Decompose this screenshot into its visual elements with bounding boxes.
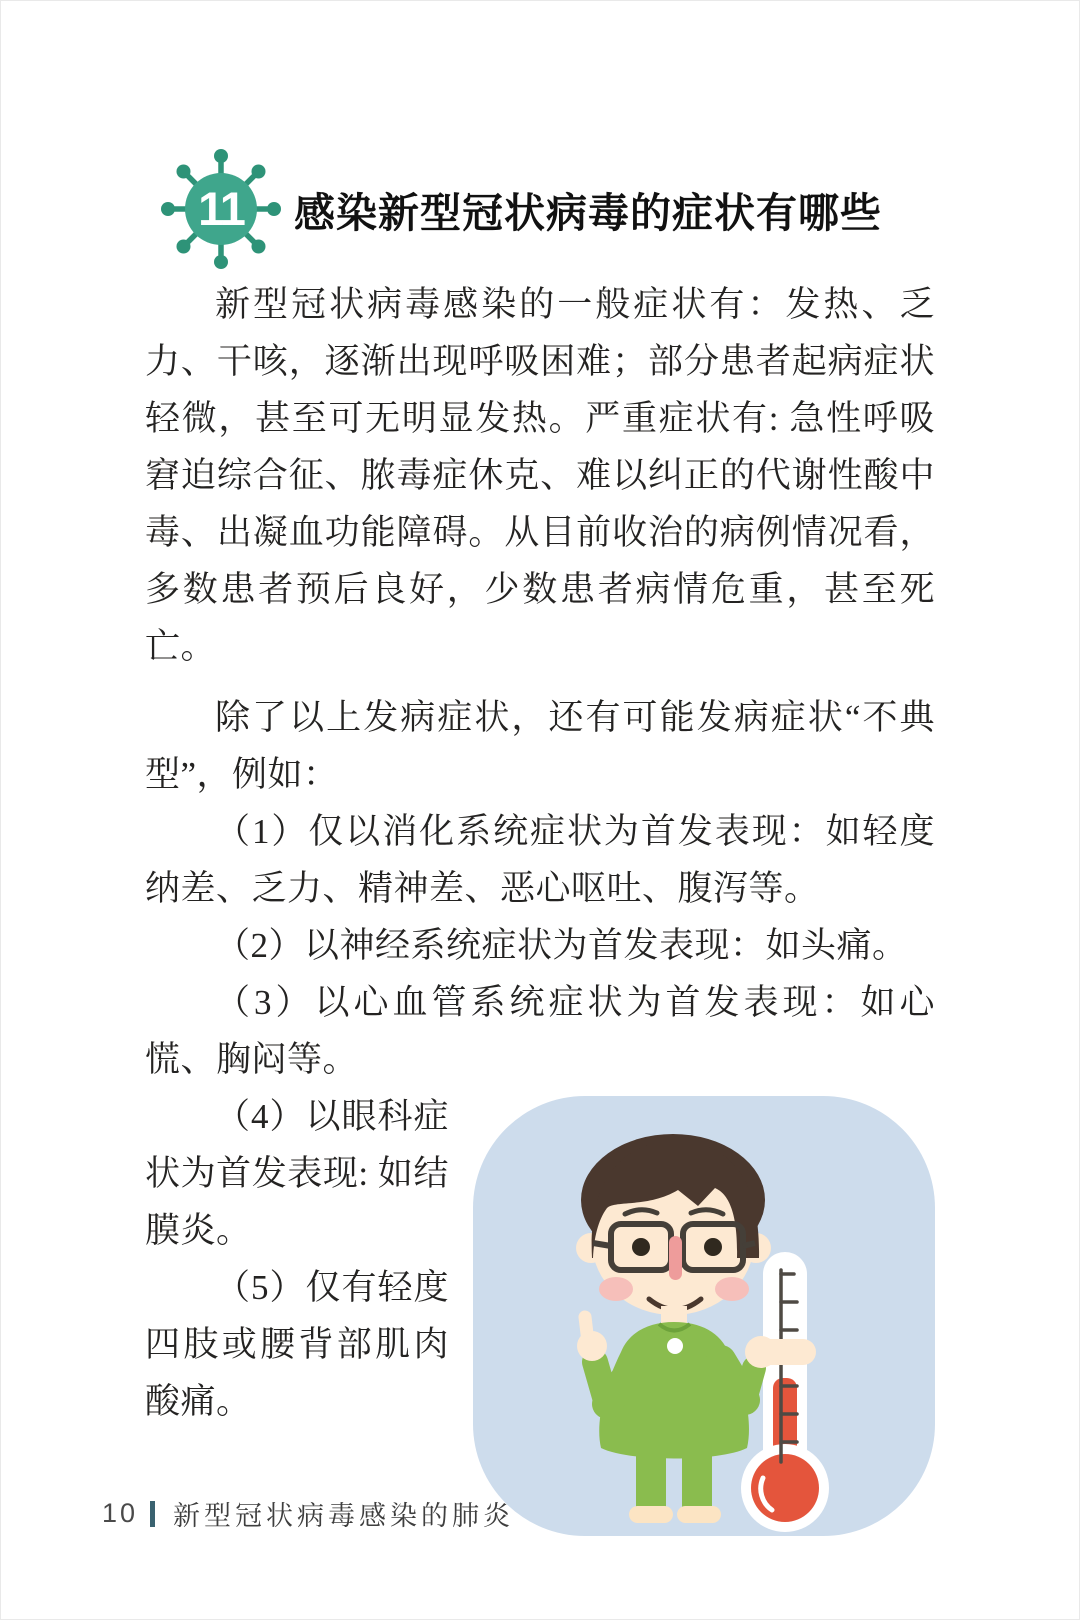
list-item-2: （2）以神经系统症状为首发表现：如头痛。 [215, 926, 908, 965]
cheek-left [599, 1277, 633, 1301]
foot-right [677, 1506, 721, 1523]
list-item-1: （1）仅以消化系统症状为首发表现：如轻度纳差、乏力、精神差、恶心呕吐、腹泻等。 [145, 812, 935, 908]
footer-separator [150, 1501, 155, 1527]
chapter-header [160, 146, 935, 272]
thumb [585, 1317, 588, 1342]
wrap-region [145, 1088, 935, 1536]
list-item-5: （5）仅有轻度四肢或腰背部肌肉酸痛。 [145, 1268, 449, 1421]
cheek-right [715, 1277, 749, 1301]
page-footer [102, 1494, 514, 1533]
footer-book-title: 新型冠状病毒感染的肺炎 [173, 1501, 515, 1531]
illustration-man-with-thermometer [473, 1096, 935, 1536]
chapter-title: 感染新型冠状病毒的症状有哪些 [294, 189, 882, 236]
virus-icon [160, 148, 282, 270]
eye-left [632, 1238, 650, 1256]
shirt-button [667, 1338, 683, 1354]
page-number: 10 [102, 1498, 139, 1528]
paragraph-atypical-intro: 除了以上发病症状，还有可能发病症状“不典型”，例如： [145, 698, 935, 794]
list-item-4: （4）以眼科症状为首发表现: 如结膜炎。 [145, 1097, 449, 1250]
chapter-number: 11 [198, 182, 244, 235]
eye-right [704, 1238, 722, 1256]
chapter-body [145, 276, 935, 1536]
nose [669, 1236, 682, 1280]
foot-left [629, 1506, 673, 1523]
paragraph-general-symptoms: 新型冠状病毒感染的一般症状有：发热、乏力、干咳，逐渐出现呼吸困难；部分患者起病症状轻微，甚至可无明显发热。严重症状有: 急性呼吸窘迫综合征、脓毒症休克、难以纠正的代谢性酸中毒、出凝血功能障碍。从目前收治的病例情况看，多数患者预后良好，少数患者病情危重，甚至死亡。 [145, 285, 935, 666]
fist [745, 1336, 777, 1368]
arm-right [721, 1360, 754, 1400]
list-item-3: （3）以心血管系统症状为首发表现：如心慌、胸闷等。 [145, 983, 935, 1079]
